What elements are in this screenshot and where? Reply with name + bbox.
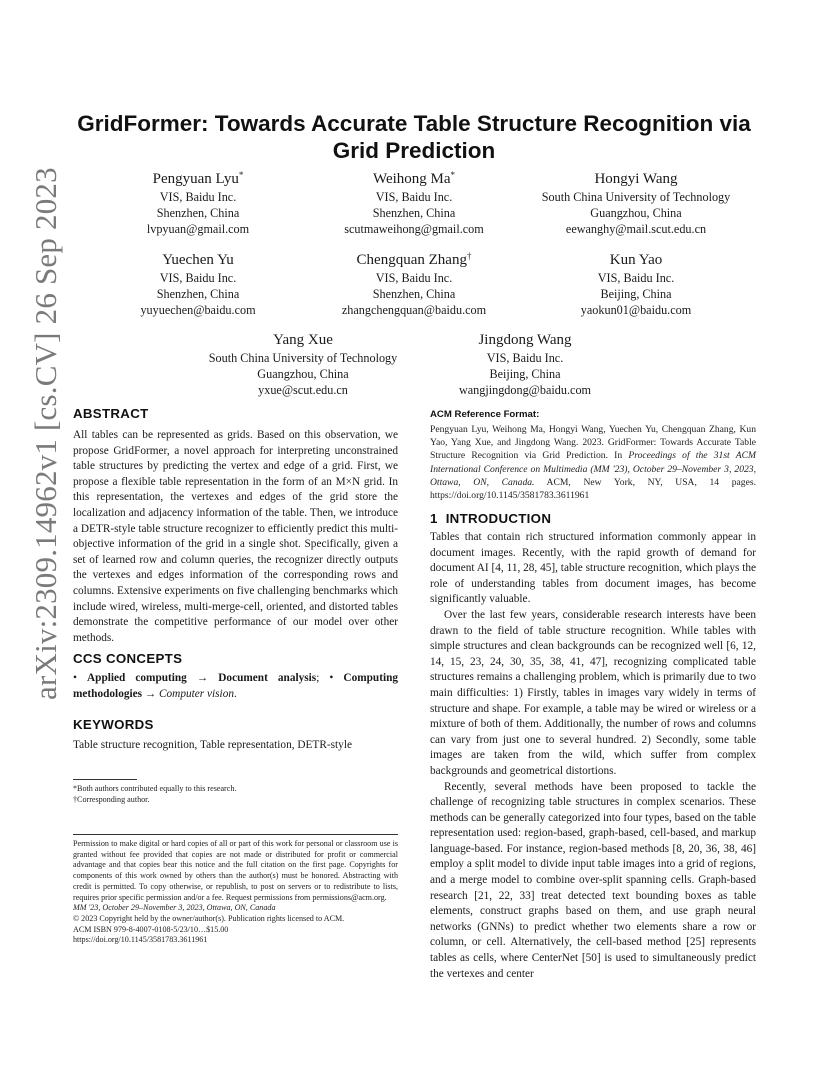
acm-reference-text <box>430 423 756 502</box>
author-affiliation: VIS, Baidu Inc. <box>375 271 453 285</box>
title-line-1: GridFormer: Towards Accurate Table Structure Recognition via <box>77 111 751 136</box>
permission-text: Permission to make digital or hard copies of all or part of this work for personal or classroom use is granted without fee provided that copies are not made or distributed for profit or commercial advantage and that copies bear this notice and the full citation on the first page. Copyrights for components of this work owned by others than the author(s) must be honored. Abstracting with credit is permitted. To copy otherwise, or republish, to post on servers or to redistribute to lists, requires prior specific permission and/or a fee. Request permissions from permissions@acm.org. <box>73 839 398 902</box>
author-location: Beijing, China <box>600 287 672 301</box>
ccs-arrow-1: → <box>196 672 209 684</box>
author-affiliation: VIS, Baidu Inc. <box>597 271 675 285</box>
author-location: Shenzhen, China <box>372 206 456 220</box>
keywords-heading: KEYWORDS <box>73 717 154 732</box>
author-block <box>516 170 756 237</box>
author-affiliation: South China University of Technology <box>208 351 398 365</box>
introduction-heading: 1 INTRODUCTION <box>430 511 552 526</box>
abstract-paragraph: All tables can be represented as grids. Based on this observation, we propose GridFormer, a novel approach for interpreting unconstrained table structures by predicting the vertex and edge of a grid. First, we propose a flexible table representation in the form of an M×N grid. In this representation, the vertexes and edges of the grid store the localization and adjacency information of the table. Then, we introduce a DETR-style table structure recognizer to efficiently predict this multi-objective information of the grid in a single shot. Specifically, given a set of learned row and column queries, the recognizer directly outputs the vertexes and edges information of the corresponding rows and columns. Extensive experiments on five challenging benchmarks which include wired, wireless, multi-merge-cell, oriented, and distorted tables demonstrate the competitive performance of our model over other methods. <box>73 429 398 644</box>
author-location: Guangzhou, China <box>257 367 349 381</box>
author-block <box>78 170 318 237</box>
author-name: Yang Xue <box>273 332 333 348</box>
author-email[interactable]: eewanghy@mail.scut.edu.cn <box>565 222 707 236</box>
author-mark: * <box>450 170 456 180</box>
paper-title <box>72 110 756 164</box>
author-block <box>78 251 318 318</box>
author-name: Hongyi Wang <box>594 171 678 187</box>
footnote-corresponding: †Corresponding author. <box>73 794 150 804</box>
copyright-line: © 2023 Copyright held by the owner/author(s). Publication rights licensed to ACM. <box>73 913 345 923</box>
author-mark: † <box>466 251 472 261</box>
conference-line: MM '23, October 29–November 3, 2023, Ottawa, ON, Canada <box>73 903 276 913</box>
author-block <box>183 331 423 398</box>
acm-reference-tail: ACM, New York, NY, USA, 14 pages. https://doi.org/10.1145/3581783.3611961 <box>430 476 756 502</box>
footnote-equal-contribution: *Both authors contributed equally to this research. <box>73 784 237 793</box>
arxiv-stamp: arXiv:2309.14962v1 [cs.CV] 26 Sep 2023 <box>28 167 63 700</box>
author-name: Weihong Ma <box>372 171 451 187</box>
footnotes <box>73 784 398 805</box>
ccs-bold-3: Computing methodologies <box>73 672 399 700</box>
intro-paragraph-3: Recently, several methods have been proposed to tackle the challenge of recognizing table structures in complex scenarios. These methods can be generally categorized into four types, based on the table representation used: region-based, graph-based, cell-based, and markup language-based. For instance, region-based methods [8, 20, 36, 38, 46] employ a split model to divide input table images into a grid of regions, and a merge model to combine over-split spanning cells. Graph-based research [21, 22, 33] treat detected text bounding boxes as table elements, construct graphs based on them, and use graph neural networks (GNNs) to predict whether two elements share a row or column, or cell. Alternatively, the cell-based method [25] represents tables as cells, where CenterNet [50] is used to simultaneously predict the vertexes and center <box>430 780 756 980</box>
author-location: Shenzhen, China <box>156 206 240 220</box>
author-location: Guangzhou, China <box>590 206 682 220</box>
author-affiliation: VIS, Baidu Inc. <box>375 190 453 204</box>
author-name: Chengquan Zhang <box>356 252 467 268</box>
author-name: Jingdong Wang <box>478 332 572 348</box>
abstract-text <box>73 428 398 646</box>
author-block <box>294 251 534 318</box>
author-mark: * <box>238 170 244 180</box>
author-email[interactable]: scutmaweihong@gmail.com <box>344 222 484 236</box>
isbn-line: ACM ISBN 979-8-4007-0108-5/23/10…$15.00 <box>73 924 229 934</box>
permission-block <box>73 839 398 946</box>
author-email[interactable]: yxue@scut.edu.cn <box>258 383 348 397</box>
doi-link[interactable]: https://doi.org/10.1145/3581783.3611961 <box>73 935 208 945</box>
author-affiliation: South China University of Technology <box>541 190 731 204</box>
author-email[interactable]: yuyuechen@baidu.com <box>140 303 256 317</box>
author-location: Beijing, China <box>489 367 561 381</box>
introduction-body <box>430 530 756 982</box>
ccs-bold-1: Applied computing <box>87 672 187 684</box>
author-email[interactable]: lvpyuan@gmail.com <box>146 222 250 236</box>
ccs-arrow-2: → <box>144 687 157 700</box>
permission-rule <box>73 834 398 835</box>
author-affiliation: VIS, Baidu Inc. <box>486 351 564 365</box>
author-email[interactable]: yaokun01@baidu.com <box>580 303 692 317</box>
author-affiliation: VIS, Baidu Inc. <box>159 271 237 285</box>
ccs-heading: CCS CONCEPTS <box>73 651 183 666</box>
acm-reference-plain: Pengyuan Lyu, Weihong Ma, Hongyi Wang, Yuechen Yu, Chengquan Zhang, Kun Yao, Yang Xue, and Jingdong Wang. 2023. GridFormer: Towards Accurate Table Structure Recognition via Grid Prediction. In <box>430 424 756 462</box>
intro-paragraph-1: Tables that contain rich structured information commonly appear in document images. Recently, with the rapid growth of demand for document AI [4, 11, 28, 45], table structure recognition, which plays the role of understanding tables from document images, has become significantly valuable. <box>430 531 756 606</box>
author-name: Kun Yao <box>609 252 663 268</box>
author-affiliation: VIS, Baidu Inc. <box>159 190 237 204</box>
title-line-2: Grid Prediction <box>332 138 496 163</box>
keywords-text: Table structure recognition, Table representation, DETR-style <box>73 739 352 751</box>
author-location: Shenzhen, China <box>156 287 240 301</box>
ccs-text: • Applied computing → Document analysis; • Computing methodologies → Computer vision. <box>73 672 399 700</box>
author-block <box>405 331 645 398</box>
author-name: Yuechen Yu <box>162 252 234 268</box>
author-email[interactable]: wangjingdong@baidu.com <box>458 383 592 397</box>
author-block <box>516 251 756 318</box>
ccs-bold-2: Document analysis <box>218 672 317 684</box>
author-name: Pengyuan Lyu <box>152 171 239 187</box>
acm-reference-italic: Proceedings of the 31st ACM International Conference on Multimedia (MM '23), October 29–November 3, 2023, Ottawa, ON, Canada. <box>430 450 756 488</box>
acm-reference-heading: ACM Reference Format: <box>430 409 540 420</box>
intro-paragraph-2: Over the last few years, considerable research interests have been drawn to the field of table structure recognition. While tables with simple structures and clean backgrounds can be recognized well [6, 12, 14, 15, 23, 24, 30, 35, 38, 41, 47], recognizing complicated table structures remains a challenging problem, which is primarily due to two main difficulties: 1) Firstly, tables in images vary widely in terms of structure and shape. For example, a table may be wired or wireless or a mixture of both of them. Additionally, the number of rows and columns can vary from just one to several hundred. 2) Secondly, some table images are taken from the wild, which suffer from complex backgrounds and geometrical distortions. <box>430 608 756 777</box>
footnote-rule <box>73 779 137 780</box>
abstract-heading: ABSTRACT <box>73 406 149 421</box>
ccs-italic: Computer vision <box>159 687 234 700</box>
author-block <box>294 170 534 237</box>
author-location: Shenzhen, China <box>372 287 456 301</box>
author-email[interactable]: zhangchengquan@baidu.com <box>341 303 487 317</box>
